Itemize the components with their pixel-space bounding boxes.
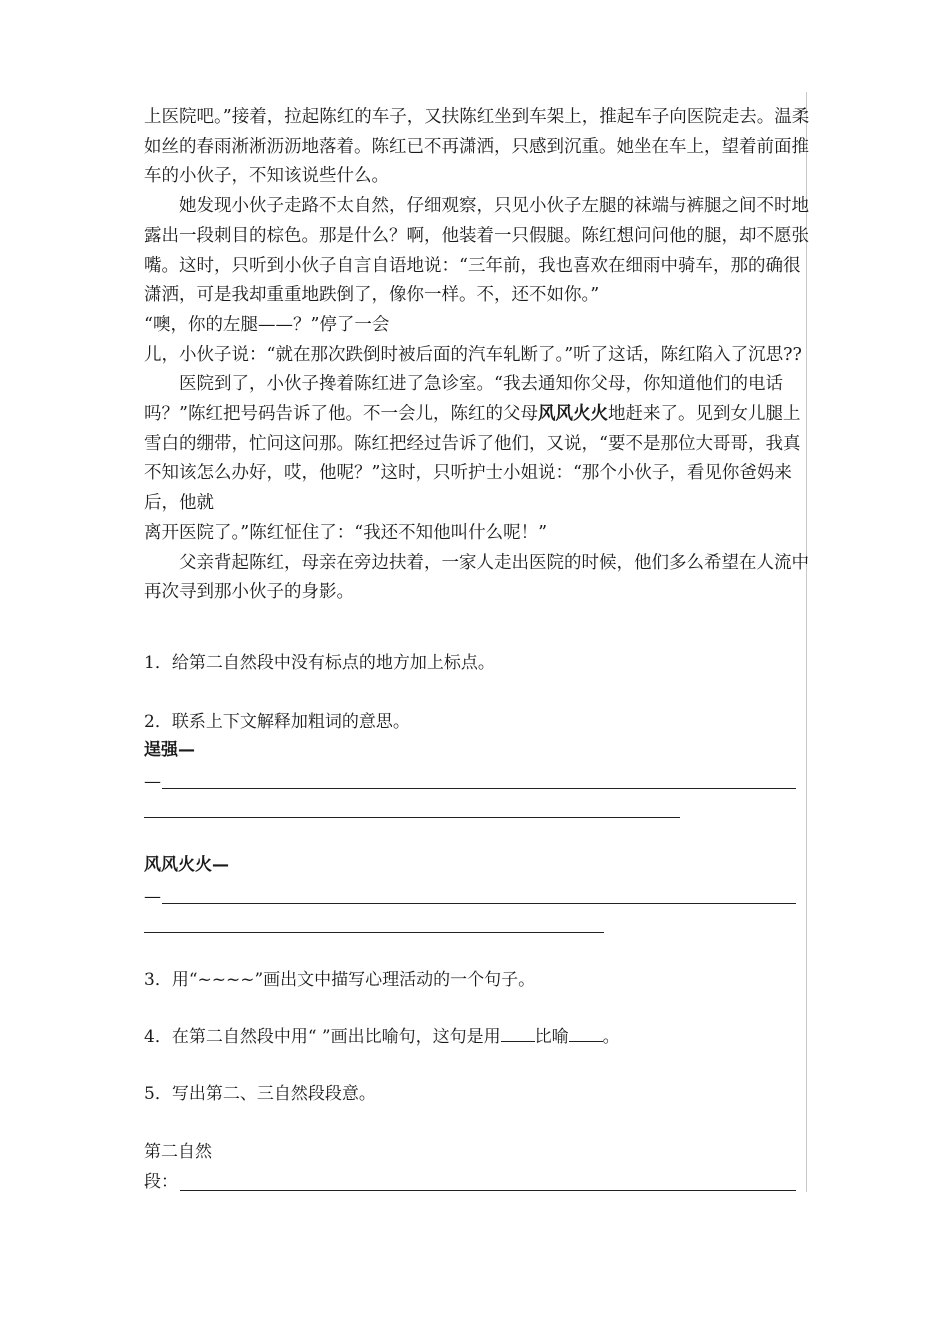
paragraph-3-continued: 离开医院了。”陈红怔住了：“我还不知他叫什么呢！” [144, 522, 548, 543]
paragraph-3 [144, 370, 814, 519]
answer-line-1b[interactable] [144, 817, 680, 818]
question-4-text-b: 比喻 [534, 1027, 569, 1047]
paragraph-2: 她发现小伙子走路不太自然，仔细观察，只见小伙子左腿的袜端与裤腿之间不时地露出一段刺目的棕色。那是什么？啊，他装着一只假腿。陈红想问问他的腿，却不愿张嘴。这时，只听到小伙子自言自语地说：“三年前，我也喜欢在细雨中骑车，那的确很潇洒，可是我却重重地跌倒了，像你一样。不，还不如你。” [144, 196, 809, 306]
question-5-label-line-1: 第二自然 [144, 1142, 212, 1162]
bold-word: 风风火火 [537, 404, 608, 425]
term-2-dash: — [144, 887, 161, 907]
question-5: 5．写出第二、三自然段段意。 [144, 1084, 376, 1104]
question-1: 1．给第二自然段中没有标点的地方加上标点。 [144, 653, 495, 673]
paragraph-3-end: 地赶来了。见到女儿腿上雪白的绷带，忙问这问那。陈红把经过告诉了他们，又说，“要不是那位大哥哥，我真不知该怎么办好，哎，他呢？”这时，只听护士小姐说：“那个小伙子，看见你爸妈来后，他就 [144, 404, 801, 514]
question-4-text-c: 。 [602, 1027, 620, 1047]
answer-blank-1[interactable] [501, 1025, 535, 1042]
paragraph-2-dialogue: “噢，你的左腿——？”停了一会 [144, 314, 390, 335]
story-text [144, 103, 814, 608]
paragraph-4: 父亲背起陈红，母亲在旁边扶着，一家人走出医院的时候，他们多么希望在人流中再次寻到那小伙子的身影。 [144, 552, 809, 603]
answer-line-5[interactable] [180, 1190, 796, 1191]
paragraph-2-continued: 儿，小伙子说：“就在那次跌倒时被后面的汽车轧断了。”听了这话，陈红陷入了沉思?? [144, 344, 802, 365]
answer-line-2b[interactable] [144, 932, 604, 933]
question-4-text-a: 4．在第二自然段中用“ ”画出比喻句，这句是用 [144, 1027, 501, 1047]
term-1-label: 逞强— [144, 740, 195, 760]
paragraph-1: 上医院吧。”接着，拉起陈红的车子，又扶陈红坐到车架上，推起车子向医院走去。温柔如丝的春雨淅淅沥沥地落着。陈红已不再潇洒，只感到沉重。她坐在车上，望着前面推车的小伙子，不知该说些什么。 [144, 107, 810, 187]
question-4 [144, 1025, 620, 1049]
question-5-label-line-2: 段： [144, 1172, 178, 1192]
question-2: 2．联系上下文解释加粗词的意思。 [144, 712, 410, 732]
paragraph-3-start: 医院到了，小伙子搀着陈红进了急诊室。“我去通知你父母，你知道他们的电话吗？”陈红把号码告诉了他。不一会儿，陈红的父母 [144, 374, 783, 425]
term-2-label: 风风火火— [144, 855, 229, 875]
answer-line-2a[interactable] [162, 903, 796, 904]
answer-blank-2[interactable] [569, 1025, 603, 1042]
term-1-dash: — [144, 772, 161, 792]
answer-line-1a[interactable] [162, 788, 796, 789]
question-3: 3．用“~~~~”画出文中描写心理活动的一个句子。 [144, 970, 536, 990]
